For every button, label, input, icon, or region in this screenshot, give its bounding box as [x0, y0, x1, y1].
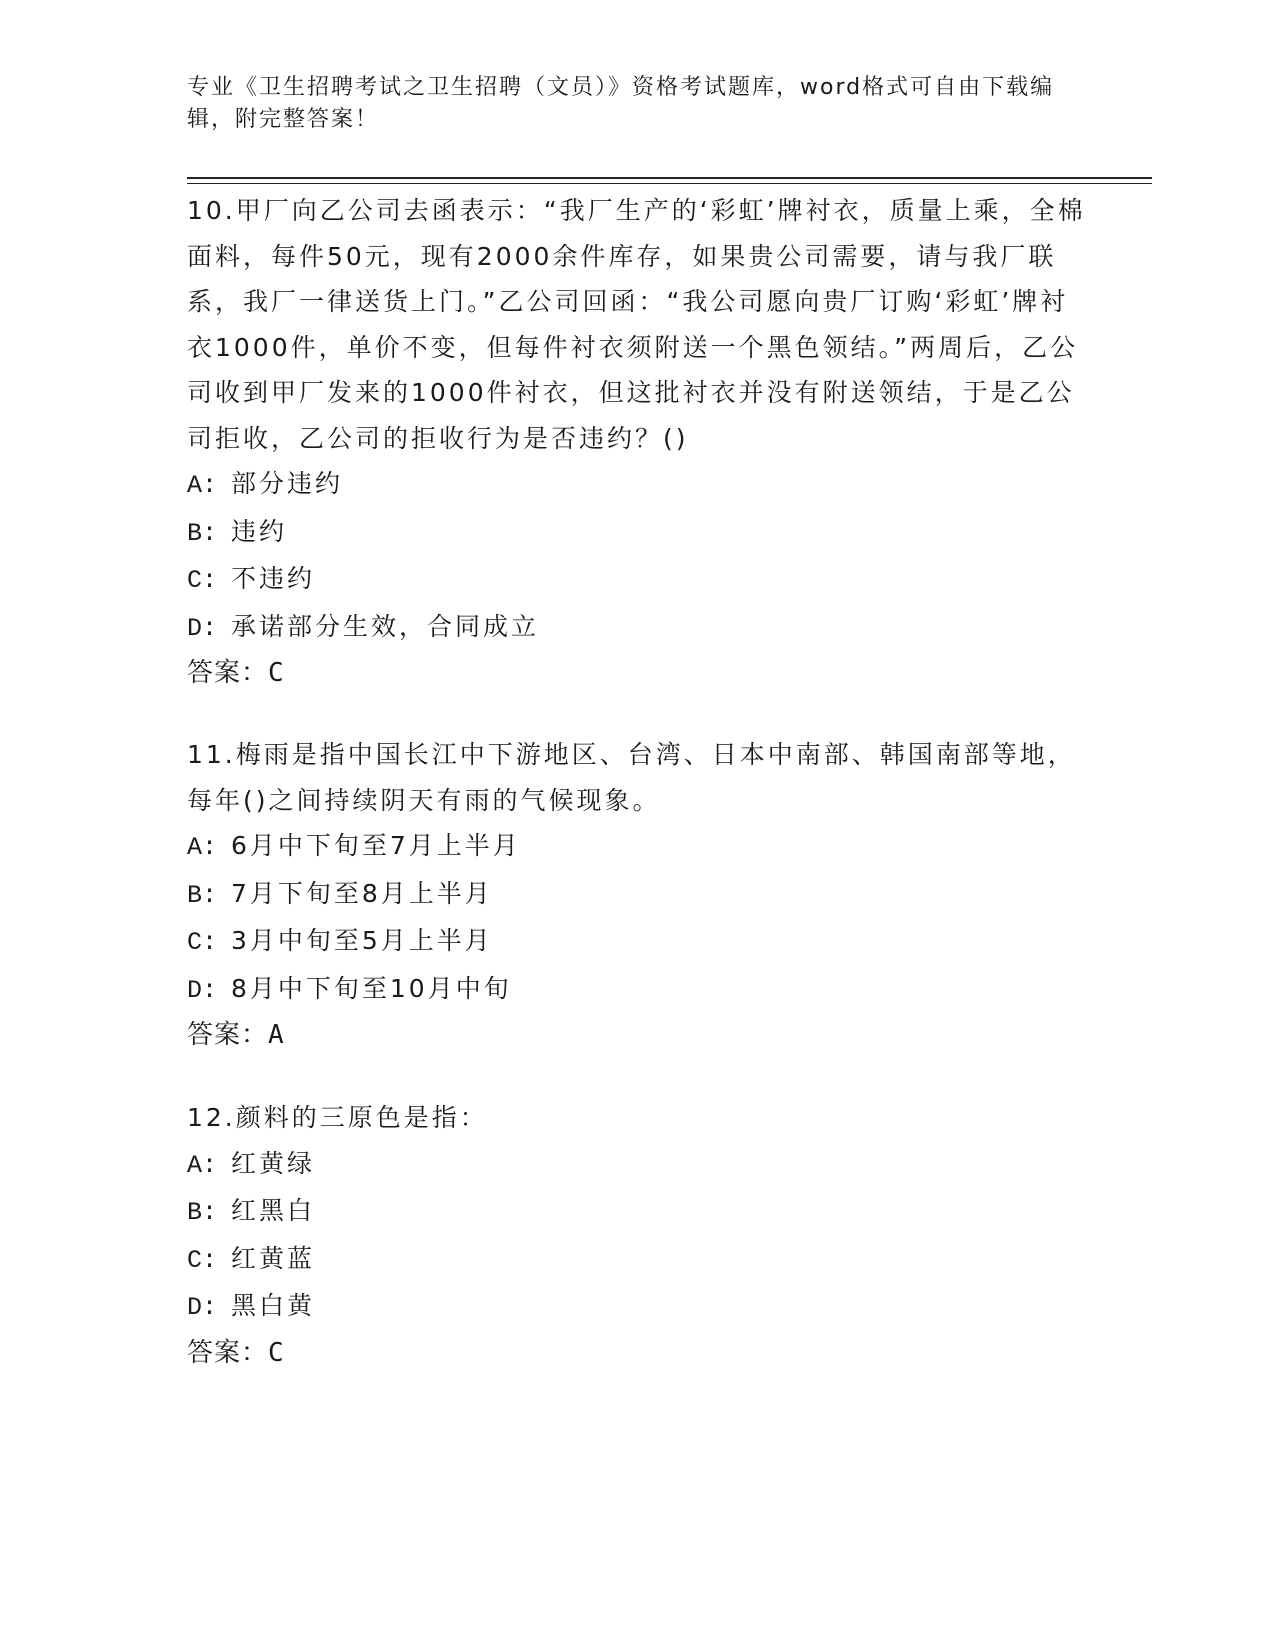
option-text: 红黑白	[231, 1196, 316, 1225]
answer-line: 答案：C	[187, 1337, 285, 1368]
option-key: C:	[187, 1245, 218, 1275]
option-c	[187, 918, 1087, 966]
answer-line: 答案：A	[187, 1020, 285, 1050]
option-key: C:	[187, 566, 218, 595]
option-key: D:	[187, 613, 218, 643]
option-text: 承诺部分生效，合同成立	[231, 611, 540, 641]
option-c	[187, 556, 1087, 604]
option-key: A:	[187, 833, 218, 862]
option-c	[187, 1236, 1087, 1284]
option-text: 3月中旬至5月上半月	[231, 926, 493, 955]
option-key: A:	[187, 471, 218, 500]
option-text: 黑白黄	[231, 1291, 316, 1320]
option-d	[187, 1283, 1087, 1331]
option-text: 红黄绿	[231, 1148, 316, 1178]
option-key: D:	[187, 1293, 218, 1322]
option-key: C:	[187, 928, 218, 957]
option-b	[187, 871, 1087, 919]
option-text: 不违约	[231, 564, 316, 593]
option-key: A:	[187, 1150, 218, 1180]
option-a	[187, 1141, 1087, 1189]
option-d	[187, 966, 1087, 1014]
option-a	[187, 823, 1087, 871]
option-a	[187, 461, 1087, 509]
option-text: 6月中下旬至7月上半月	[231, 831, 521, 860]
question-11	[187, 732, 1087, 1059]
option-text: 违约	[231, 516, 288, 546]
option-b	[187, 1188, 1087, 1236]
option-b	[187, 509, 1087, 557]
option-key: B:	[187, 880, 218, 910]
option-text: 部分违约	[231, 469, 344, 498]
option-text: 8月中下旬至10月中旬	[231, 973, 512, 1003]
answer-line: 答案：C	[187, 658, 285, 688]
question-stem: 10.甲厂向乙公司去函表示：“我厂生产的‘彩虹’牌衬衣，质量上乘，全棉面料，每件50元，现有2000余件库存，如果贵公司需要，请与我厂联系，我厂一律送货上门。”乙公司回函：“我公司愿向贵厂订购‘彩虹’牌衬衣1000件，单价不变，但每件衬衣须附送一个黑色领结。”两周后，乙公司收到甲厂发来的1000件衬衣，但这批衬衣并没有附送领结，于是乙公司拒收，乙公司的拒收行为是否违约？()	[187, 196, 1086, 453]
option-key: D:	[187, 975, 218, 1005]
header-divider-thick	[187, 177, 1152, 179]
question-12	[187, 1095, 1087, 1376]
document-header: 专业《卫生招聘考试之卫生招聘（文员）》资格考试题库，word格式可自由下载编辑，附完整答案！	[187, 75, 1055, 132]
option-d	[187, 604, 1087, 652]
option-key: B:	[187, 518, 218, 548]
header-divider-thin	[187, 183, 1152, 184]
option-key: B:	[187, 1198, 218, 1227]
question-stem: 11.梅雨是指中国长江中下游地区、台湾、日本中南部、韩国南部等地，每年()之间持续阴天有雨的气候现象。	[187, 740, 1076, 815]
option-text: 7月下旬至8月上半月	[231, 878, 493, 908]
option-text: 红黄蓝	[231, 1243, 316, 1273]
question-10	[187, 188, 1087, 697]
question-stem: 12.颜料的三原色是指：	[187, 1103, 488, 1132]
